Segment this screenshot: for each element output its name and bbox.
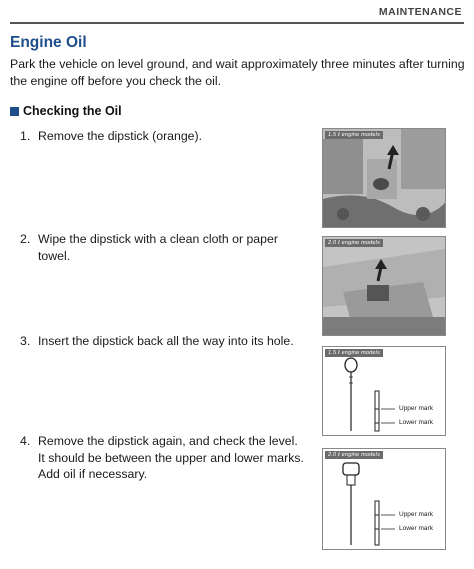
step-2 — [20, 231, 310, 264]
upper-mark-label: Upper mark — [399, 511, 433, 518]
step-1 — [20, 128, 310, 145]
figure-tag: 2.0 ℓ engine models — [325, 451, 383, 459]
step-number: 4. — [20, 434, 31, 448]
step-number: 1. — [20, 129, 31, 143]
figure-engine-1 — [322, 128, 446, 228]
intro-line: Park the vehicle on level ground, and wait approximately three minutes after turning — [10, 57, 465, 71]
engine-photo-illustration — [323, 129, 445, 227]
square-bullet-icon — [10, 107, 19, 116]
figure-tag: 2.0 ℓ engine models — [325, 239, 383, 247]
upper-mark-label: Upper mark — [399, 405, 433, 412]
engine-photo-illustration — [323, 237, 445, 335]
lower-mark-label: Lower mark — [399, 419, 433, 426]
page-title: Engine Oil — [10, 34, 87, 51]
lower-mark-label: Lower mark — [399, 525, 433, 532]
step-3 — [20, 333, 320, 350]
step-text: It should be between the upper and lower marks. — [38, 450, 304, 465]
header-rule — [10, 22, 464, 24]
step-text: Add oil if necessary. — [38, 467, 148, 481]
step-number: 2. — [20, 232, 31, 246]
figure-tag: 1.5 ℓ engine models — [325, 131, 383, 139]
figure-dipstick-2 — [322, 448, 446, 550]
step-number: 3. — [20, 334, 31, 348]
step-text: Remove the dipstick again, and check the level. — [38, 434, 298, 448]
step-text: towel. — [38, 248, 71, 263]
figure-engine-2 — [322, 236, 446, 336]
intro-line: the engine off before you check the oil. — [10, 73, 222, 88]
dipstick-diagram — [323, 449, 445, 549]
subheading-text: Checking the Oil — [23, 104, 122, 118]
step-text: Remove the dipstick (orange). — [38, 129, 203, 143]
step-text: Wipe the dipstick with a clean cloth or paper — [38, 232, 278, 246]
figure-tag: 1.5 ℓ engine models — [325, 349, 383, 357]
step-4 — [20, 433, 310, 483]
step-text: Insert the dipstick back all the way into its hole. — [38, 334, 294, 348]
section-tag: MAINTENANCE — [378, 6, 462, 18]
subheading — [10, 104, 122, 118]
intro-paragraph — [10, 56, 468, 89]
figure-dipstick-1 — [322, 346, 446, 436]
